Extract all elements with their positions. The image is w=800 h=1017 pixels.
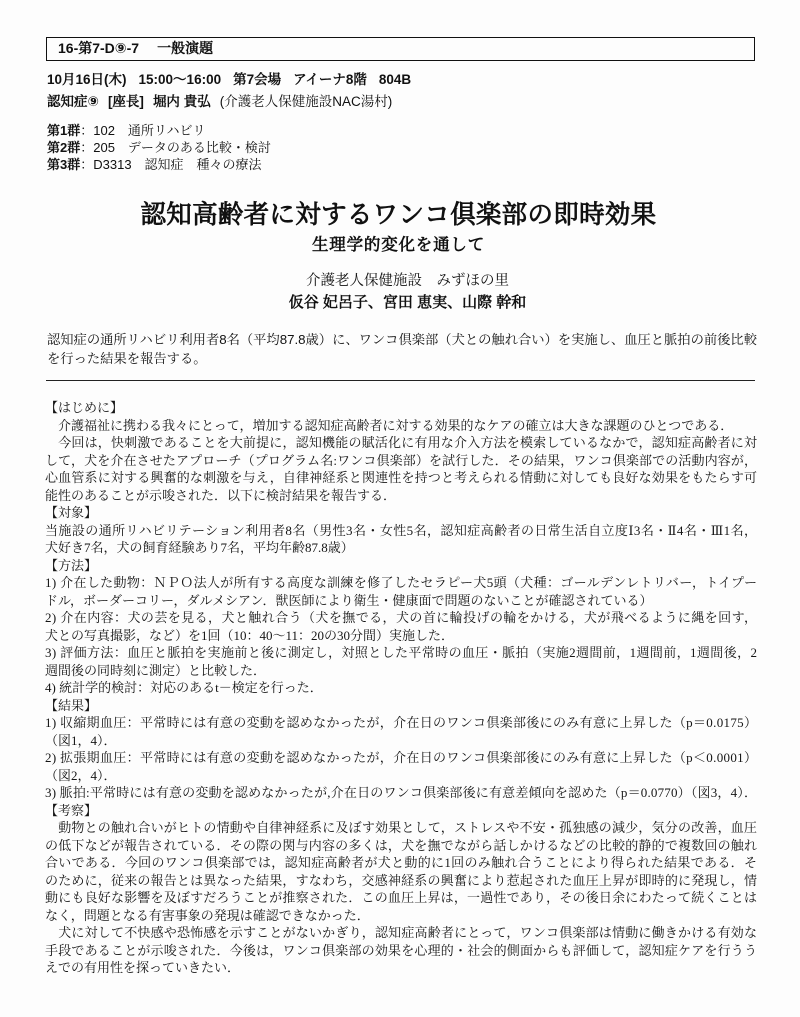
paper-title: 認知高齢者に対するワンコ倶楽部の即時効果: [140, 201, 657, 229]
subjects-line: 犬好き7名，犬の飼育経験あり7名，平均年齢87.8歳）: [45, 540, 354, 555]
discussion-line: えでの有用性を探っていきたい．: [45, 960, 241, 975]
schedule-venue: アイーナ8階: [293, 72, 367, 87]
results-line: 1) 収縮期血圧：平常時には有意の変動を認めなかったが，介在日のワンコ倶楽部後にのみ有意に上昇した（p＝0.0175）: [45, 715, 758, 730]
section-divider: [46, 380, 755, 381]
schedule-date: 10月16日(木): [47, 72, 127, 87]
summary-line: を行った結果を報告する。: [47, 351, 207, 366]
group-text: ：205 データのある比較・検討: [80, 140, 271, 155]
chair-name: 堀内 貴弘: [152, 94, 211, 109]
chair-label: [座長]: [107, 94, 144, 109]
discussion-line: 動にも良好な影響を及ぼすだろうことが推察された．この血圧上昇は，一過性であり，その後日余にわたって続くことは: [45, 890, 758, 905]
abstract-body: [45, 399, 757, 977]
group-label: 第1群: [47, 123, 81, 138]
methods-line: ドル，ボーダーコリー，ダルメシアン．獣医師により衛生・健康面で問題のないことが確認されている）: [45, 592, 653, 608]
subjects-heading: 【対象】: [45, 505, 98, 520]
schedule-line: [47, 71, 423, 89]
schedule-room-number: 804B: [378, 72, 412, 87]
author-affiliation: 介護老人保健施設 みずほの里: [306, 273, 509, 289]
group-line: [47, 156, 262, 173]
group-label: 第2群: [47, 140, 81, 155]
discussion-line: のために，従来の報告とは異なった結果，すなわち，交感神経系の興奮により惹起された血圧上昇が即時的に発現し，情: [45, 872, 758, 888]
introduction-line: 能性のあることが示唆された．以下に検討結果を報告する．: [45, 487, 397, 503]
methods-line: 犬との写真撮影，など）を1回（10：40～11：20の30分間）実施した．: [45, 627, 455, 643]
discussion-heading: 【考察】: [45, 802, 98, 818]
session-category: 認知症⑨: [47, 94, 99, 109]
group-label: 第3群: [47, 157, 81, 172]
discussion-line: なく，問題となる有害事象の発現は確認できなかった．: [45, 907, 370, 923]
results-line: （図1，4）．: [45, 732, 117, 748]
group-text: ：D3313 認知症 種々の療法: [80, 157, 262, 172]
discussion-line: 犬に対して不快感や恐怖感を示すことがないかぎり，認知症高齢者にとって，ワンコ倶楽部は情動に働きかける有効な: [45, 925, 758, 940]
introduction-line: 介護福祉に携わる我々にとって，増加する認知症高齢者に対する効果的なケアの確立は大きな課題のひとつである．: [45, 417, 734, 433]
methods-heading: 【方法】: [45, 557, 98, 573]
session-code: 16-第7-D⑨-7: [58, 40, 140, 56]
paper-subtitle: 生理学的変化を通して: [312, 236, 485, 254]
group-text: ：102 通所リハビリ: [80, 123, 206, 138]
introduction-heading: 【はじめに】: [45, 400, 124, 415]
chair-affiliation: (介護老人保健施設NAC湯村): [219, 94, 393, 109]
methods-line: 週間後の同時刻に測定）と比較した．: [45, 662, 267, 678]
summary-block: [47, 330, 757, 368]
discussion-line: 合いである．今回のワンコ倶楽部では，認知症高齢者が犬と動的に1回のみ触れ合うことにより得られた結果である．そ: [45, 855, 758, 870]
results-heading: 【結果】: [45, 697, 98, 713]
chair-line: [47, 93, 392, 111]
author-names: 仮谷 妃呂子、宮田 恵実、山際 幹和: [288, 294, 527, 311]
discussion-line: の低下などが報告されている．その際の関与内容の多くは，犬を撫でながら話しかけるなどの比較的静的で複数回の触れ: [45, 837, 758, 853]
results-line: 3) 脈拍:平常時には有意の変動を認めなかったが,介在日のワンコ倶楽部後に有意差傾向を認めた（p＝0.0770）（図3，4）．: [45, 785, 758, 800]
methods-line: 3) 評価方法：血圧と脈拍を実施前と後に測定し，対照とした平常時の血圧・脈拍（実施2週間前，1週間前，1週間後，2: [45, 645, 758, 660]
schedule-time: 15:00～16:00: [138, 72, 222, 87]
methods-line: 1) 介在した動物：ＮＰＯ法人が所有する高度な訓練を修了したセラピー犬5頭（犬種：ゴールデンレトリバー，トイプー: [45, 575, 758, 590]
methods-line: 2) 介在内容：犬の芸を見る，犬と触れ合う（犬を撫でる，犬の首に輪投げの輪をかける，犬が飛べるように縄を回す，: [45, 610, 758, 625]
introduction-line: して，犬を介在させたアプローチ（プログラム名:ワンコ倶楽部）を試行した．その結果，ワンコ倶楽部での活動内容が，: [45, 452, 758, 468]
introduction-line: 心血管系に対する興奮的な刺激を与え，自律神経系と関連性を持つと考えられる情動に対しても良好な効果をもたらす可: [45, 470, 758, 485]
discussion-line: 動物との触れ合いがヒトの情動や自律神経系に及ぼす効果として，ストレスや不安・孤独感の減少，気分の改善，血圧: [45, 820, 758, 835]
subjects-line: 当施設の通所リハビリテーション利用者8名（男性3名・女性5名，認知症高齢者の日常生活自立度Ⅰ3名・Ⅱ4名・Ⅲ1名，: [45, 522, 758, 538]
group-line: [47, 139, 271, 156]
introduction-line: 今回は，快刺激であることを大前提に，認知機能の賦活化に有用な介入方法を模索しているなかで，認知症高齢者に対: [45, 435, 758, 450]
group-line: [47, 122, 206, 139]
session-header-box: [46, 37, 755, 61]
methods-line: 4) 統計学的検討：対応のあるt－検定を行った．: [45, 680, 323, 695]
schedule-room: 第7会場: [233, 72, 282, 87]
results-line: （図2，4）．: [45, 767, 117, 783]
session-type: 一般演題: [157, 40, 214, 56]
discussion-line: 手段であることが示唆された．今後は，ワンコ倶楽部の効果を心理的・社会的側面からも評価して，認知症ケアを行うう: [45, 942, 758, 958]
summary-line: 認知症の通所リハビリ利用者8名（平均87.8歳）に、ワンコ倶楽部（犬との触れ合い）を実施し、血圧と脈拍の前後比較: [47, 332, 757, 347]
results-line: 2) 拡張期血圧：平常時には有意の変動を認めなかったが，介在日のワンコ倶楽部後にのみ有意に上昇した（p＜0.0001）: [45, 750, 758, 765]
